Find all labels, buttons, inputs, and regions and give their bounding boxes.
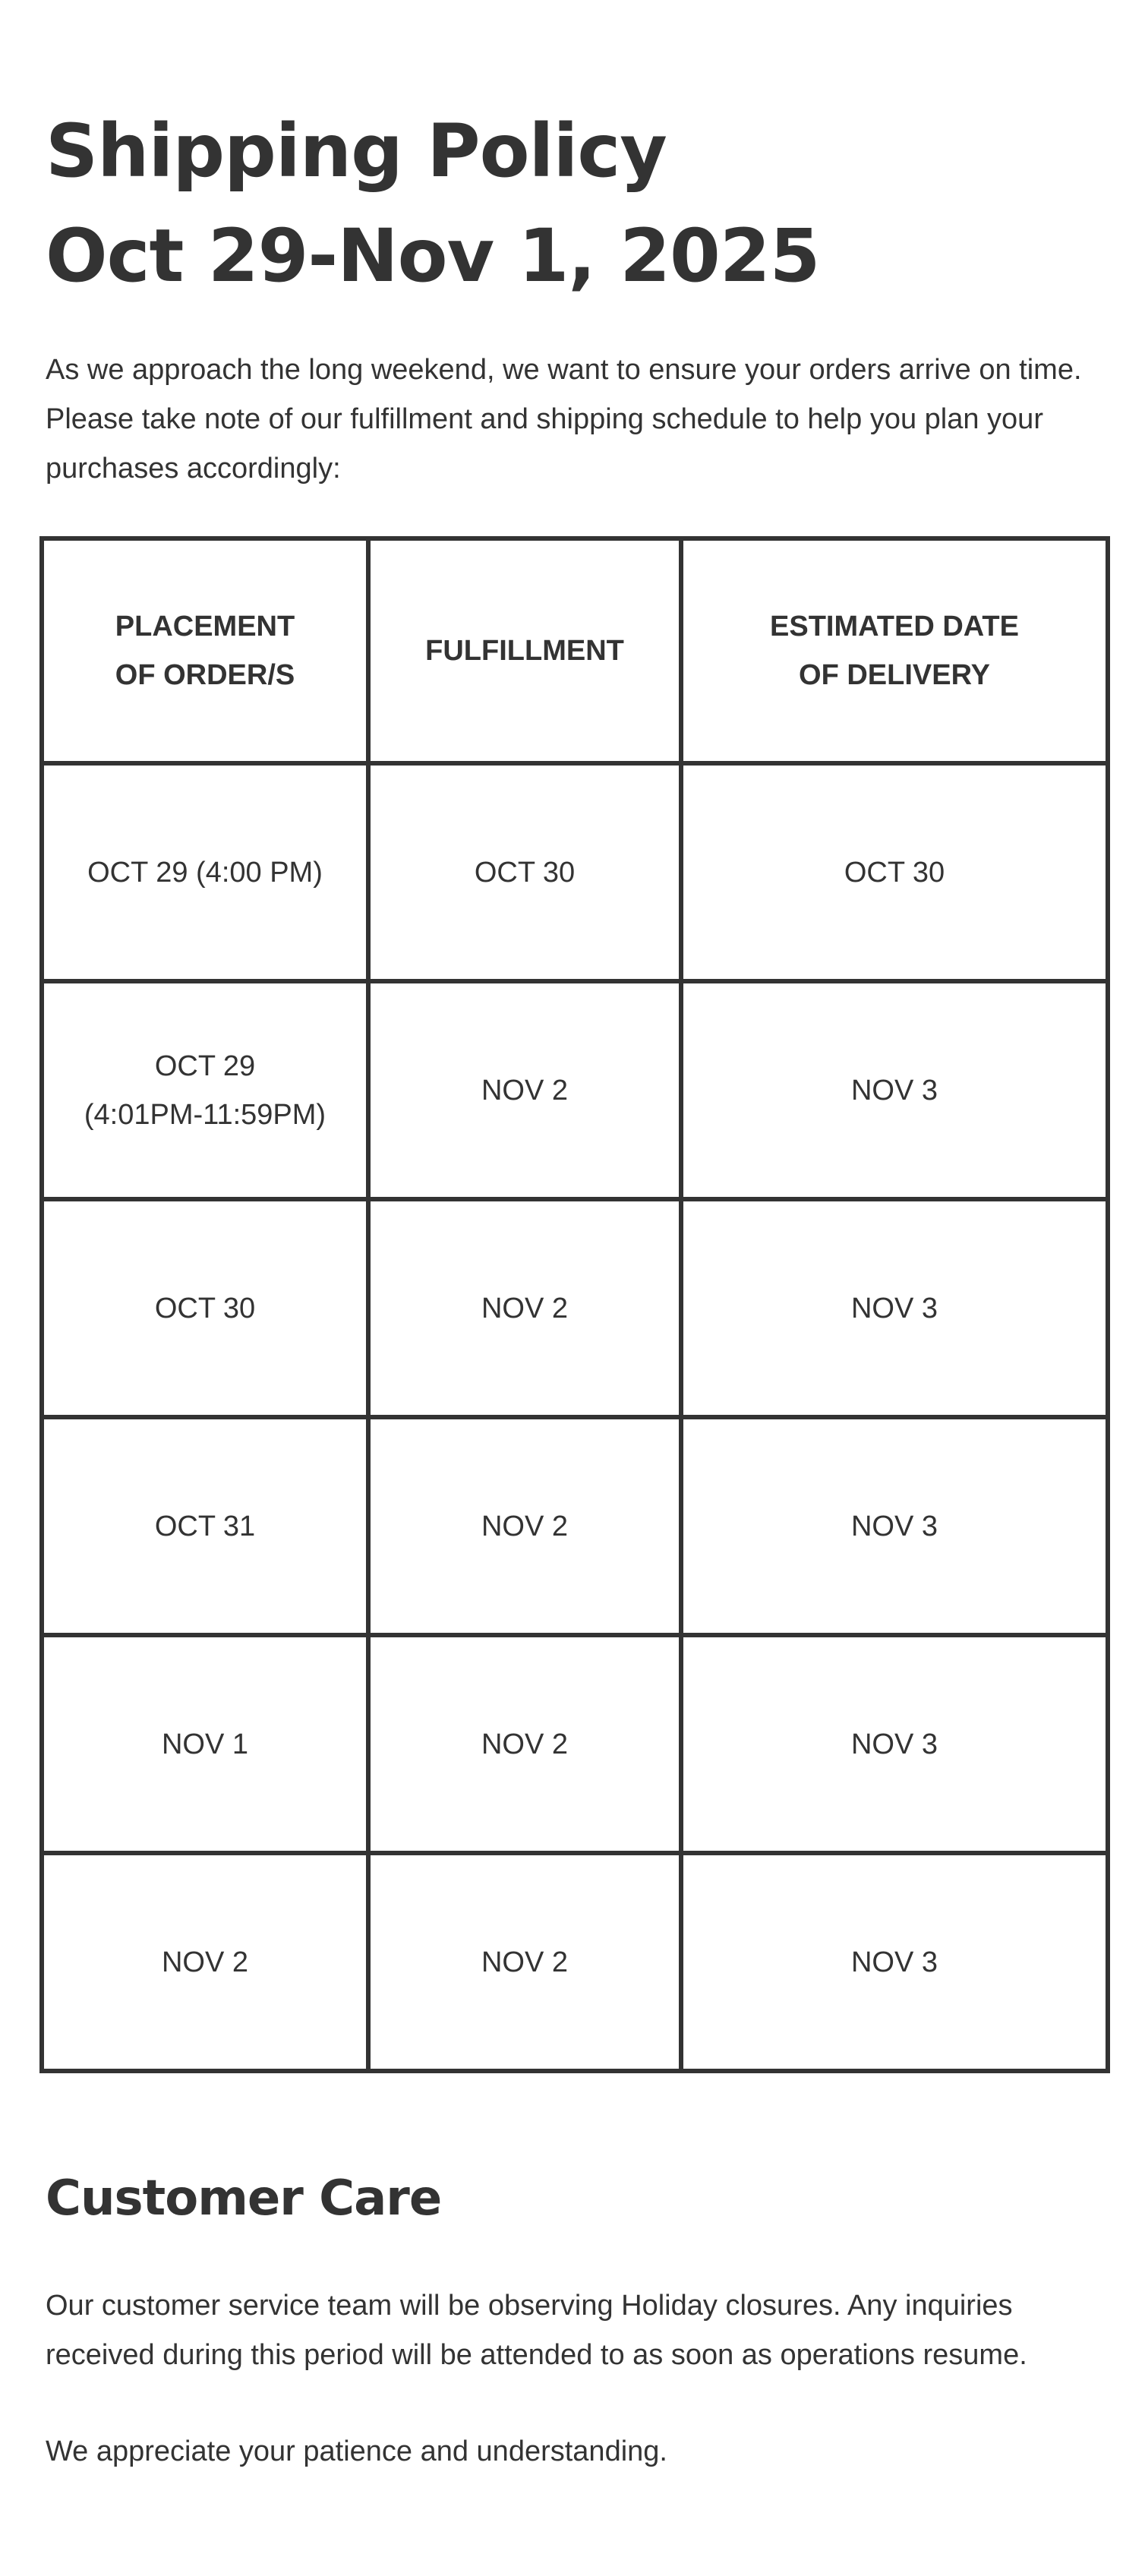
intro-paragraph: As we approach the long weekend, we want to ensure your orders arrive on time. Please take note of our fulfillment and shipping schedule to help you plan your purchases accordingly: bbox=[46, 354, 1082, 485]
table-row bbox=[42, 1199, 1108, 1417]
cell-delivery: NOV 3 bbox=[681, 1853, 1108, 2071]
page-title-line-2: Oct 29-Nov 1, 2025 bbox=[46, 213, 820, 298]
cell-placement bbox=[42, 1853, 368, 2071]
cell-placement-line: OCT 30 bbox=[154, 1292, 256, 1324]
cell-placement bbox=[42, 1635, 368, 1853]
header-placement-line-2: OF ORDER/S bbox=[115, 659, 295, 691]
cell-placement-line: OCT 29 bbox=[154, 1050, 256, 1082]
cell-placement-line: (4:01PM-11:59PM) bbox=[84, 1098, 326, 1131]
cell-delivery: NOV 3 bbox=[681, 1635, 1108, 1853]
cell-placement-line: NOV 1 bbox=[161, 1728, 249, 1760]
thanks-paragraph: We appreciate your patience and understanding. bbox=[46, 2436, 667, 2467]
page-title bbox=[46, 99, 819, 308]
header-placement bbox=[42, 538, 368, 763]
page-title-line-1: Shipping Policy bbox=[46, 109, 667, 194]
cell-delivery: NOV 3 bbox=[681, 1417, 1108, 1635]
header-fulfillment bbox=[368, 538, 681, 763]
table-row bbox=[42, 1417, 1108, 1635]
table-header-row bbox=[42, 538, 1108, 763]
cell-fulfillment: NOV 2 bbox=[368, 1417, 681, 1635]
table-row bbox=[42, 763, 1108, 981]
table-row bbox=[42, 1635, 1108, 1853]
cell-placement-line: NOV 2 bbox=[161, 1946, 249, 1978]
header-delivery-line-2: OF DELIVERY bbox=[799, 659, 990, 691]
shipping-schedule-table bbox=[39, 536, 1110, 2073]
header-fulfillment-line-1: FULFILLMENT bbox=[425, 635, 624, 667]
cell-fulfillment: NOV 2 bbox=[368, 981, 681, 1199]
cell-fulfillment: OCT 30 bbox=[368, 763, 681, 981]
table-row bbox=[42, 1853, 1108, 2071]
cell-placement bbox=[42, 763, 368, 981]
cell-placement bbox=[42, 1417, 368, 1635]
cell-delivery: NOV 3 bbox=[681, 1199, 1108, 1417]
table-row bbox=[42, 981, 1108, 1199]
cell-placement-line: OCT 31 bbox=[154, 1510, 256, 1542]
cell-placement bbox=[42, 981, 368, 1199]
cell-fulfillment: NOV 2 bbox=[368, 1853, 681, 2071]
header-delivery-line-1: ESTIMATED DATE bbox=[770, 611, 1019, 642]
customer-care-heading: Customer Care bbox=[46, 2170, 442, 2227]
cell-fulfillment: NOV 2 bbox=[368, 1199, 681, 1417]
cell-fulfillment: NOV 2 bbox=[368, 1635, 681, 1853]
cell-placement-line: OCT 29 (4:00 PM) bbox=[87, 856, 323, 889]
cell-placement bbox=[42, 1199, 368, 1417]
cell-delivery: NOV 3 bbox=[681, 981, 1108, 1199]
header-delivery bbox=[681, 538, 1108, 763]
cell-delivery: OCT 30 bbox=[681, 763, 1108, 981]
header-placement-line-1: PLACEMENT bbox=[115, 611, 295, 642]
customer-care-paragraph: Our customer service team will be observing Holiday closures. Any inquiries received during this period will be attended to as soon as operations resume. bbox=[46, 2290, 1027, 2371]
